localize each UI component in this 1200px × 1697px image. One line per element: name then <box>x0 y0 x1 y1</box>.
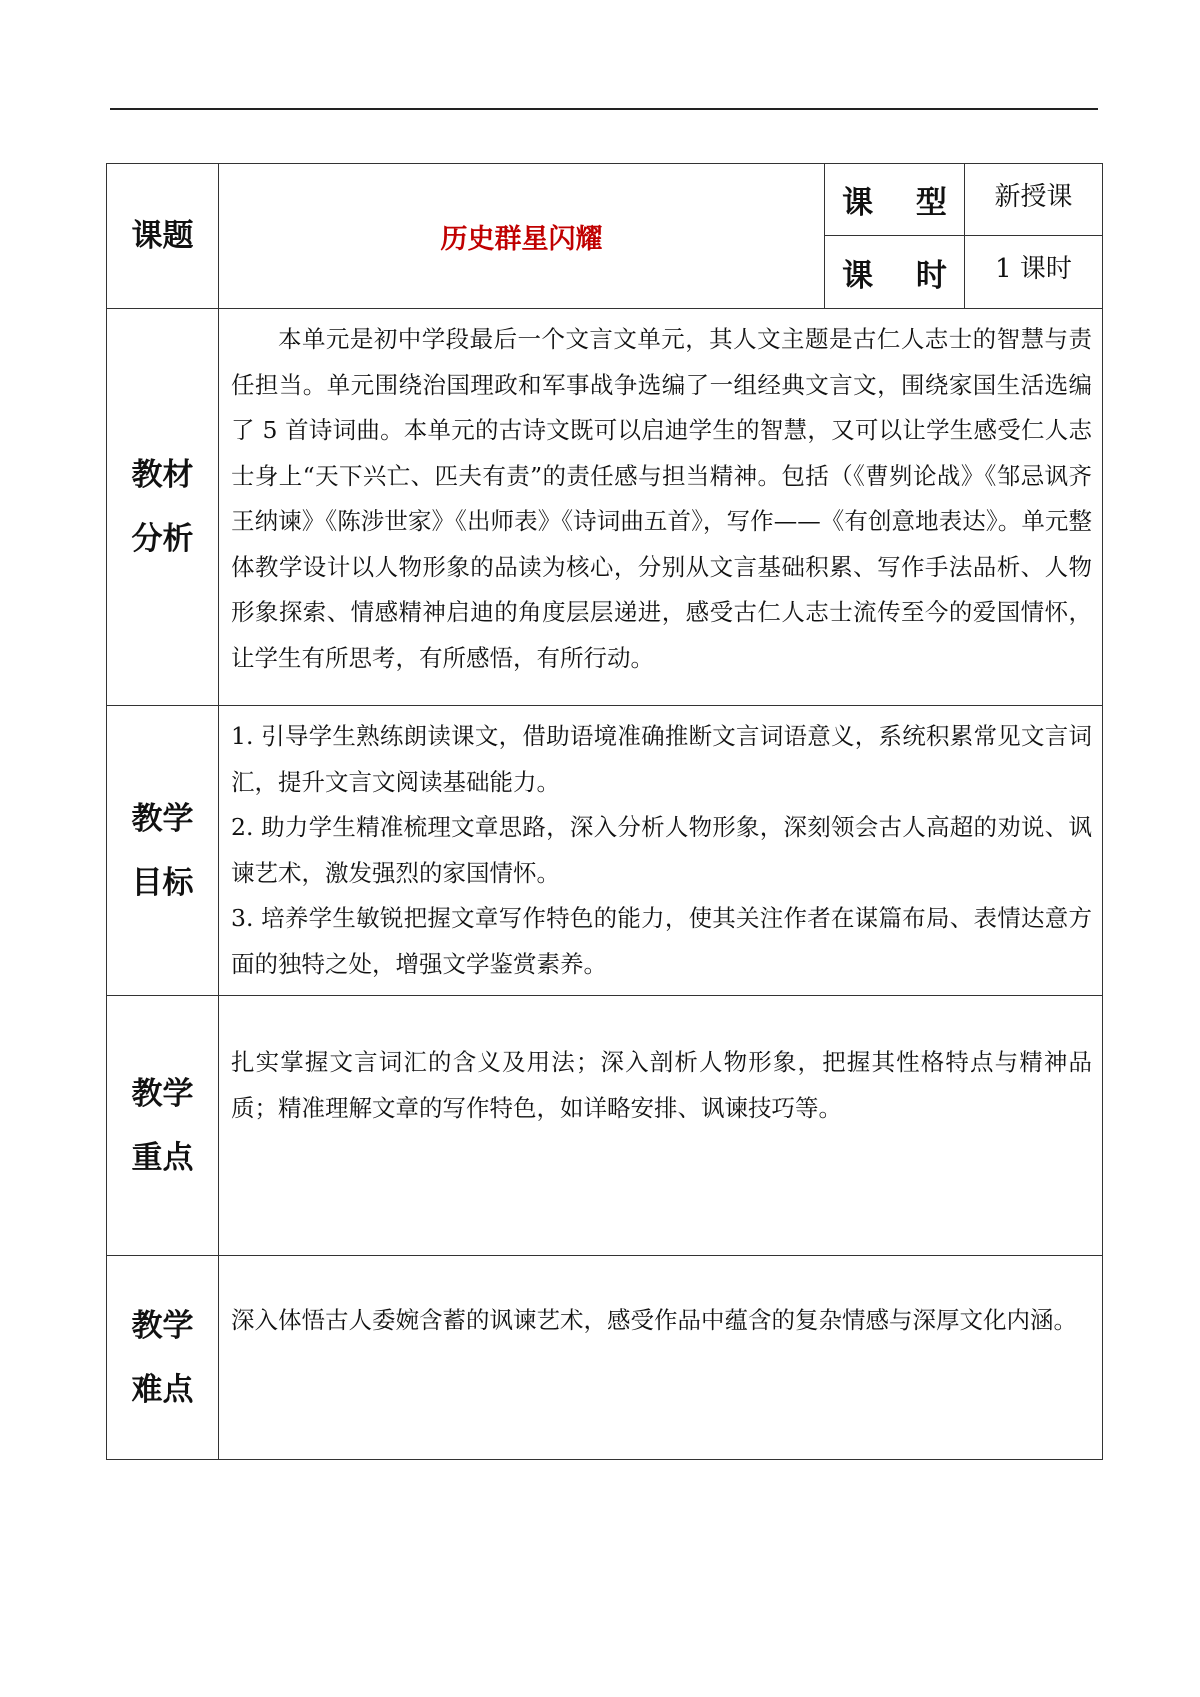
difficulties-label: 教学 难点 <box>107 1256 219 1460</box>
lesson-type-label: 课 型 <box>825 164 965 236</box>
analysis-label: 教材 分析 <box>107 309 219 706</box>
difficulties-text: 深入体悟古人委婉含蓄的讽谏艺术，感受作品中蕴含的复杂情感与深厚文化内涵。 <box>231 1306 1077 1334</box>
objective-item-1: 1. 引导学生熟练朗读课文，借助语境准确推断文言词语意义，系统积累常见文言词汇，提升文言文阅读基础能力。 <box>231 722 1092 796</box>
topic-row <box>107 164 1103 236</box>
objectives-content <box>219 706 1103 996</box>
difficulties-row <box>107 1256 1103 1460</box>
key-points-label: 教学 重点 <box>107 996 219 1256</box>
analysis-content <box>219 309 1103 706</box>
analysis-text: 本单元是初中学段最后一个文言文单元，其人文主题是古仁人志士的智慧与责任担当。单元围绕治国理政和军事战争选编了一组经典文言文，围绕家国生活选编了 5 首诗词曲。本单元的古诗文既可以启迪学生的智慧，又可以让学生感受仁人志士身上“天下兴亡、匹夫有责”的责任感与担当精神。包括（《曹刿论战》《邹忌讽齐王纳谏》《陈涉世家》《出师表》《诗词曲五首》，写作——《有创意地表达》。单元整体教学设计以人物形象的品读为核心，分别从文言基础积累、写作手法品析、人物形象探索、情感精神启迪的角度层层递进，感受古仁人志士流传至今的爱国情怀，让学生有所思考，有所感悟，有所行动。 <box>231 325 1092 672</box>
difficulties-content <box>219 1256 1103 1460</box>
lesson-plan-table <box>106 163 1103 1460</box>
analysis-row <box>107 309 1103 706</box>
objective-item-3: 3. 培养学生敏锐把握文章写作特色的能力，使其关注作者在谋篇布局、表情达意方面的独特之处，增强文学鉴赏素养。 <box>231 904 1092 978</box>
key-points-content <box>219 996 1103 1256</box>
class-hours-label: 课 时 <box>825 236 965 309</box>
key-points-row <box>107 996 1103 1256</box>
objectives-label: 教学 目标 <box>107 706 219 996</box>
objectives-row <box>107 706 1103 996</box>
key-points-text: 扎实掌握文言词汇的含义及用法；深入剖析人物形象，把握其性格特点与精神品质；精准理解文章的写作特色，如详略安排、讽谏技巧等。 <box>231 1048 1092 1122</box>
objective-item-2: 2. 助力学生精准梳理文章思路，深入分析人物形象，深刻领会古人高超的劝说、讽谏艺术，激发强烈的家国情怀。 <box>231 813 1092 887</box>
header-rule <box>110 108 1098 110</box>
topic-label: 课题 <box>107 164 219 309</box>
lesson-type-value: 新授课 <box>965 164 1103 236</box>
class-hours-value: 1 课时 <box>965 236 1103 309</box>
topic-title: 历史群星闪耀 <box>219 164 825 309</box>
